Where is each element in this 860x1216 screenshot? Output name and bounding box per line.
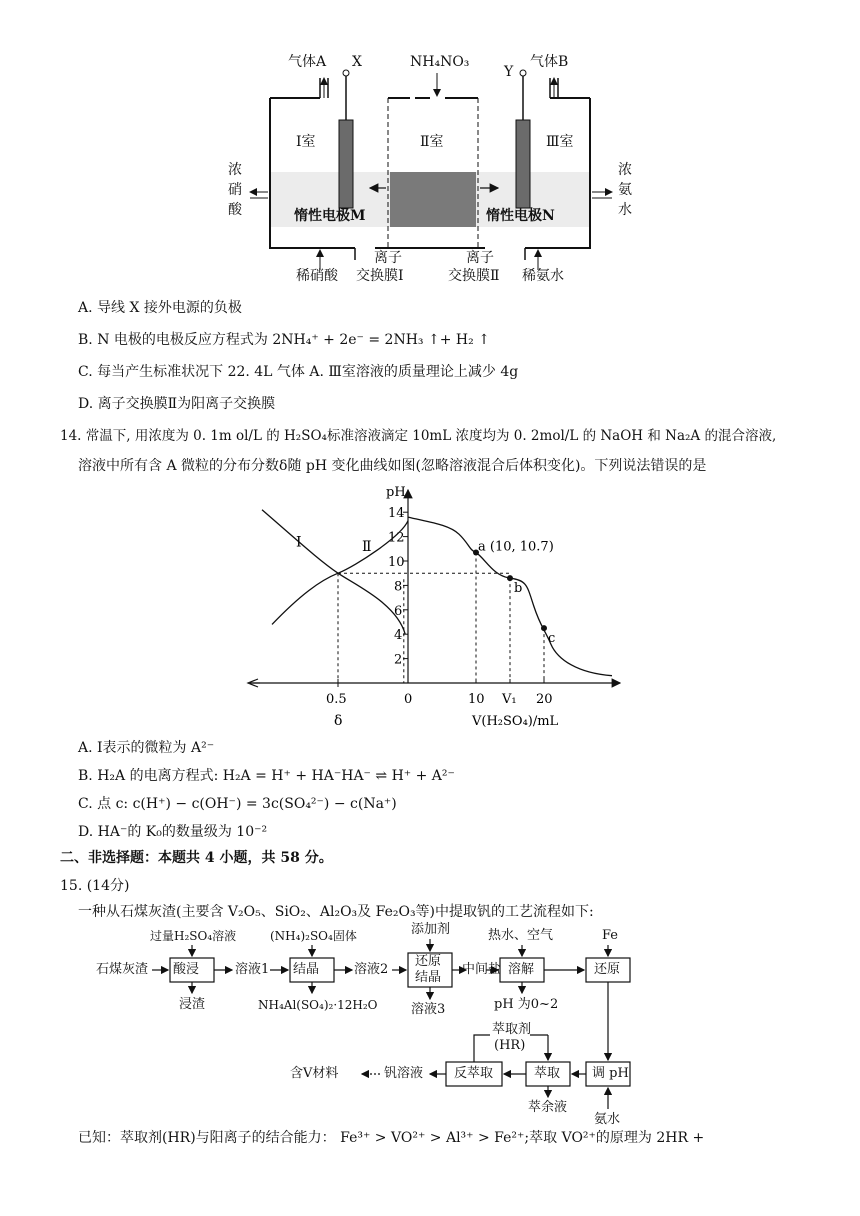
- flow-out-dis: pH 为0~2: [494, 997, 559, 1012]
- flow-out-ext: 萃余液: [528, 1100, 568, 1115]
- flow-start: 石煤灰渣: [96, 962, 149, 977]
- electrode-n-bar: [516, 120, 530, 208]
- flow-box-redcryst-2: 结晶: [415, 970, 442, 985]
- point-b-label: b: [514, 581, 523, 597]
- x-axis-label-v: V(H₂SO₄)/mL: [472, 714, 559, 729]
- membrane2-line2: 交换膜Ⅱ: [448, 268, 500, 284]
- room1-label: Ⅰ室: [296, 134, 316, 150]
- y-tick-label: 4: [394, 628, 403, 644]
- q13-option-b: B. N 电极的电极反应方程式为 2NH₄⁺ + 2e⁻ = 2NH₃ ↑+ H₂ ↑: [78, 332, 490, 348]
- flow-v-sol: 钒溶液: [384, 1066, 424, 1081]
- y-tick-label: 8: [394, 579, 403, 595]
- flow-box-acid: 酸浸: [173, 962, 200, 977]
- q14-option-a: A. Ⅰ表示的微粒为 A²⁻: [78, 740, 215, 756]
- flow-out-red: 溶液3: [411, 1002, 446, 1017]
- membrane1-line2: 交换膜Ⅰ: [356, 268, 404, 284]
- q13-option-d: D. 离子交换膜Ⅱ为阳离子交换膜: [78, 396, 276, 412]
- q15-head: 15. (14分): [60, 878, 130, 894]
- electrode-m-label: 惰性电极M: [294, 208, 366, 224]
- x-tick-label-0: 0: [404, 692, 413, 707]
- flow-reag-fe: Fe: [602, 928, 619, 943]
- flow-v-material: 含V材料: [290, 1066, 339, 1081]
- point-a-label: a (10, 10.7): [478, 539, 554, 555]
- y-tick-label: 14: [388, 506, 405, 522]
- flow-box-ph: 调 pH: [592, 1066, 629, 1081]
- membrane2-line1: 离子: [466, 250, 494, 266]
- q15-known: 已知：萃取剂(HR)与阳离子的结合能力： Fe³⁺ > VO²⁺ > Al³⁺ > Fe²⁺;萃取 VO²⁺的原理为 2HR +: [78, 1130, 705, 1146]
- inlet-right-label: 稀氨水: [522, 268, 564, 284]
- flow-reag-ph: 氨水: [594, 1112, 621, 1127]
- flow-out-acid: 浸渣: [179, 997, 206, 1012]
- section2-heading: 二、非选择题：本题共 4 小题，共 58 分。: [60, 850, 333, 866]
- x-tick-label: 20: [536, 692, 553, 707]
- q14-option-b: B. H₂A 的电离方程式: H₂A = H⁺ + HA⁻HA⁻ ⇌ H⁺ + A²⁻: [78, 768, 455, 784]
- right-out-1: 浓: [618, 162, 632, 178]
- x-tick-label-0.5: 0.5: [326, 692, 347, 707]
- right-out-3: 水: [618, 202, 632, 218]
- flow-reag-acid: 过量H₂SO₄溶液: [150, 929, 237, 943]
- room3-label: Ⅲ室: [546, 134, 574, 150]
- right-out-2: 氨: [618, 182, 632, 198]
- membrane1-line1: 离子: [374, 250, 402, 266]
- flow-box-back: 反萃取: [454, 1066, 494, 1081]
- left-out-1: 浓: [228, 162, 242, 178]
- electrode-m-bar: [339, 120, 353, 208]
- y-tick-label: 12: [388, 530, 405, 546]
- point-b: [507, 575, 513, 581]
- q14-stem-line1: 14. 常温下, 用浓度为 0. 1m ol/L 的 H₂SO₄标准溶液滴定 10mL 浓度均为 0. 2mol/L 的 NaOH 和 Na₂A 的混合溶液,: [60, 428, 777, 444]
- y-tick-label: 2: [394, 652, 403, 668]
- process-flow-diagram: [90, 925, 650, 1120]
- gas-a-label: 气体A: [288, 54, 327, 70]
- left-out-2: 硝: [228, 182, 242, 198]
- flow-box-redcryst-1: 还原: [415, 954, 442, 969]
- flow-box-dissolve: 溶解: [508, 962, 535, 977]
- flow-box-cryst: 结晶: [293, 962, 320, 977]
- flow-reag-dis: 热水、空气: [488, 928, 554, 943]
- q14-stem-line2: 溶液中所有含 A 微粒的分布分数δ随 pH 变化曲线如图(忽略溶液混合后体积变化)。下列说法错误的是: [78, 458, 707, 474]
- left-out-3: 酸: [228, 202, 242, 218]
- point-c: [541, 625, 547, 631]
- q15-intro: 一种从石煤灰渣(主要含 V₂O₅、SiO₂、Al₂O₃及 Fe₂O₃等)中提取钒的工艺流程如下:: [78, 904, 594, 920]
- y-tick-label: 6: [394, 603, 403, 619]
- electrode-n-label: 惰性电极N: [486, 208, 555, 224]
- q14-option-d: D. HA⁻的 K₀的数量级为 10⁻²: [78, 824, 268, 840]
- flow-sol2: 溶液2: [354, 962, 389, 977]
- x-axis-label-delta: δ: [334, 713, 343, 729]
- flow-mid-salt: 中间盐: [462, 962, 502, 977]
- x-tick-label: V₁: [502, 692, 517, 707]
- gas-b-label: 气体B: [530, 54, 569, 70]
- q14-option-c: C. 点 c: c(H⁺) − c(OH⁻) = 3c(SO₄²⁻) − c(Na⁺): [78, 796, 397, 812]
- flow-reag-ext-1: 萃取剂: [492, 1022, 532, 1037]
- nh4no3-label: NH₄NO₃: [410, 54, 470, 70]
- flow-box-reduce: 还原: [594, 962, 621, 977]
- x-label: X: [352, 54, 362, 70]
- flow-reag-cryst: (NH₄)₂SO₄固体: [270, 929, 357, 943]
- y-axis-label: pH: [386, 485, 406, 500]
- y-label: Y: [504, 64, 514, 80]
- curve-I: [262, 510, 405, 634]
- curve-label-II: Ⅱ: [362, 539, 372, 556]
- x-tick-label: 10: [468, 692, 485, 707]
- flow-out-cryst: NH₄Al(SO₄)₂·12H₂O: [258, 998, 378, 1012]
- flow-sol1: 溶液1: [235, 962, 270, 977]
- inlet-left-label: 稀硝酸: [296, 268, 338, 284]
- room2-label: Ⅱ室: [420, 134, 444, 150]
- point-c-label: c: [548, 631, 556, 647]
- flow-reag-red: 添加剂: [411, 922, 451, 937]
- q13-option-c: C. 每当产生标准状况下 22. 4L 气体 A. Ⅲ室溶液的质量理论上减少 4g: [78, 364, 519, 380]
- curve-label-I: Ⅰ: [296, 534, 302, 551]
- ph-distribution-chart: [240, 478, 630, 730]
- flow-box-extract: 萃取: [534, 1066, 561, 1081]
- q13-option-a: A. 导线 X 接外电源的负极: [78, 300, 242, 316]
- electrolysis-diagram: [220, 48, 640, 288]
- y-tick-label: 10: [388, 555, 405, 570]
- flow-reag-ext-2: (HR): [494, 1038, 526, 1053]
